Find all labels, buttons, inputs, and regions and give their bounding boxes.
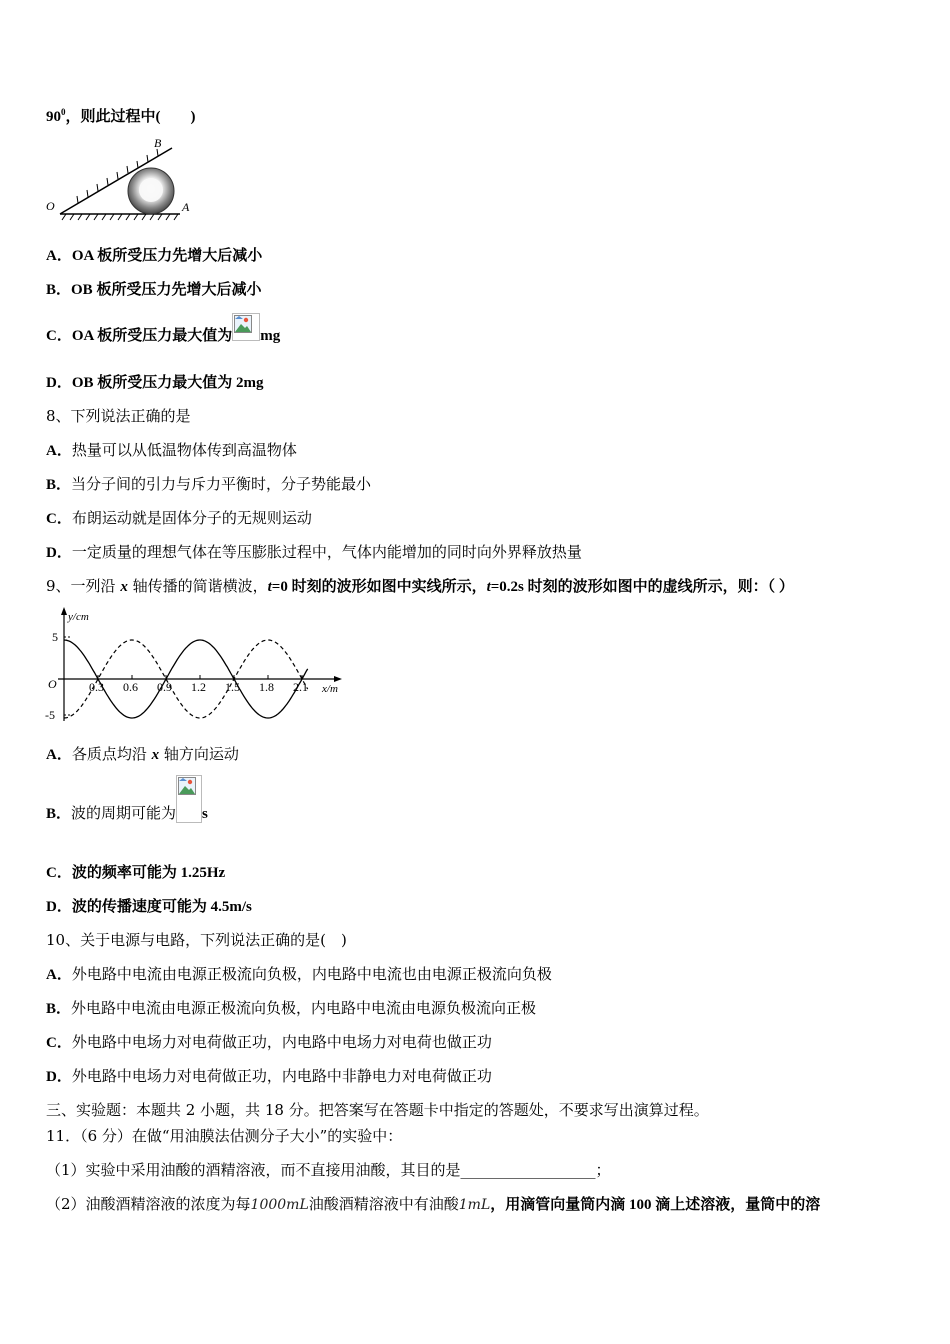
q9-option-b-formula-image (176, 775, 202, 823)
q8-option-c (46, 508, 312, 529)
q11-part1 (46, 1160, 611, 1180)
q10-option-c (46, 1032, 492, 1053)
q9-xtick-label: 2.1 (293, 680, 308, 694)
q9-xtick-label: 1.8 (259, 680, 274, 694)
q10-option-b-key: B． (46, 1001, 72, 1017)
q9-wave-graph (40, 606, 350, 726)
q10-option-a-text: 外电路中电流由电源正极流向负极，内电路中电流也由电源正极流向负极 (71, 965, 552, 983)
q9-option-b-suffix: s (202, 806, 208, 822)
q9-option-b-key: B． (46, 806, 72, 822)
q9-xtick-label: 1.5 (225, 680, 240, 694)
q9-option-a-text-b: 轴方向运动 (159, 745, 239, 763)
q10-option-b (46, 998, 536, 1019)
q8-option-a (46, 440, 297, 461)
q9-xtick-label: 0.9 (157, 680, 172, 694)
q8-option-b-key: B． (46, 477, 72, 493)
q9-origin: O (48, 677, 57, 691)
q7-ground-hatch (62, 214, 178, 220)
q9-option-a-text-a: 各质点均沿 (71, 745, 152, 763)
q10-option-d (46, 1066, 492, 1087)
q11-part2-b: 油酸酒精溶液中有油酸 (308, 1195, 459, 1213)
q8-option-b-text: 当分子间的引力与斥力平衡时，分子势能最小 (71, 475, 372, 493)
q9-xtick-label: 0.6 (123, 680, 138, 694)
q9-option-d-key: D． (46, 899, 72, 915)
q8-option-c-text: 布朗运动就是固体分子的无规则运动 (71, 509, 312, 527)
q10-option-d-key: D． (46, 1069, 72, 1085)
q9-y-axis-arrow (61, 607, 67, 615)
q10-option-c-text: 外电路中电场力对电荷做正功，内电路中电场力对电荷也做正功 (71, 1033, 492, 1051)
q7-option-c-formula-image (232, 313, 260, 341)
q10-stem: 10、关于电源与电路，下列说法正确的是( ) (46, 931, 347, 949)
q7-option-b (46, 279, 261, 300)
q9-option-c (46, 862, 225, 883)
q9-stem-a: 9、一列沿 (46, 577, 121, 595)
q9-xtick-label: 0.3 (89, 680, 104, 694)
q9-stem-x: x (120, 579, 128, 595)
q9-stem-t: t (267, 579, 272, 595)
q8-option-d-key: D． (46, 545, 72, 561)
broken-image-icon (178, 777, 196, 795)
q9-option-c-key: C． (46, 865, 72, 881)
q11-part2-math-1ml: 1mL (458, 1197, 491, 1213)
q7-stem-text: ，则此过程中( ) (65, 109, 196, 125)
q8-option-d-text: 一定质量的理想气体在等压膨胀过程中，气体内能增加的同时向外界释放热量 (71, 543, 582, 561)
q11-stem: 11．（6 分）在做“用油膜法估测分子大小”的实验中： (46, 1127, 403, 1145)
q8-option-c-key: C． (46, 511, 72, 527)
q7-option-d-text: OB 板所受压力最大值为 2mg (71, 375, 264, 391)
q8-option-b (46, 474, 371, 495)
q11-part2-a: （2）油酸酒精溶液的浓度为每 (46, 1195, 251, 1213)
q7-stem (46, 102, 196, 127)
q9-xlabel: x/m (322, 683, 338, 695)
q9-option-b (46, 803, 208, 824)
q8-option-a-key: A． (46, 443, 72, 459)
q11-part2-c: ，用滴管向量筒内滴 100 滴上述溶液，量筒中的溶 (490, 1197, 821, 1213)
q9-ytick-neg5: -5 (45, 708, 55, 722)
q7-label-o: O (46, 199, 55, 213)
broken-image-icon (234, 315, 252, 333)
q11-part1-text: （1）实验中采用油酸的酒精溶液，而不直接用油酸，其目的是 (46, 1161, 461, 1179)
q9-stem (46, 576, 794, 597)
q7-option-d-key: D． (46, 375, 72, 391)
q7-option-a-text: OA 板所受压力先增大后减小 (71, 248, 263, 264)
q9-x-axis-arrow (334, 676, 342, 682)
q9-option-b-text: 波的周期可能为 (71, 804, 177, 822)
q10-option-b-text: 外电路中电流由电源正极流向负极，内电路中电流由电源负极流向正极 (71, 999, 537, 1017)
q8-stem: 8、下列说法正确的是 (46, 407, 191, 425)
q9-option-a (46, 744, 239, 765)
q7-option-a (46, 245, 262, 266)
q10-option-a-key: A． (46, 967, 72, 983)
q7-option-c-key: C． (46, 328, 72, 344)
q9-stem-d: =0.2s 时刻的波形如图中的虚线所示，则：（ ） (490, 579, 794, 595)
q9-x-ticks (89, 675, 308, 694)
q9-stem-c: =0 时刻的波形如图中实线所示， (271, 579, 487, 595)
q8-option-a-text: 热量可以从低温物体传到高温物体 (71, 441, 297, 459)
q7-option-b-text: OB 板所受压力先增大后减小 (71, 282, 262, 298)
q9-option-a-x: x (151, 747, 160, 763)
q9-option-c-text: 波的频率可能为 1.25Hz (71, 865, 226, 881)
q9-xtick-label: 1.2 (191, 680, 206, 694)
q7-stem-angle: 90 (46, 109, 61, 125)
q7-stem-sup: 0 (61, 107, 66, 117)
q11-part2 (46, 1194, 820, 1215)
q7-label-a: A (182, 200, 190, 214)
q7-option-c-suffix: mg (260, 328, 281, 344)
q7-option-c (46, 325, 280, 346)
q10-option-d-text: 外电路中电场力对电荷做正功，内电路中非静电力对电荷做正功 (71, 1067, 492, 1085)
q7-option-d (46, 372, 264, 393)
q11-part1-end: ； (595, 1161, 611, 1179)
q7-option-a-key: A． (46, 248, 72, 264)
q9-option-d-text: 波的传播速度可能为 4.5m/s (71, 899, 252, 915)
q7-ball-highlight (139, 178, 163, 202)
q11-part1-blank: __________________ (460, 1161, 596, 1179)
q11-part2-math-1000ml: 1000mL (250, 1197, 309, 1213)
q10-option-a (46, 964, 552, 985)
section3-heading: 三、实验题：本题共 2 小题，共 18 分。把答案写在答题卡中指定的答题处，不要求写出演算过程。 (46, 1101, 709, 1119)
q9-option-a-key: A． (46, 747, 72, 763)
q7-label-b: B (154, 136, 162, 150)
q9-ylabel: y/cm (68, 611, 89, 623)
q7-figure (44, 134, 204, 226)
q7-option-b-key: B． (46, 282, 72, 298)
q9-option-d (46, 896, 252, 917)
q9-stem-t2: t (486, 579, 491, 595)
q7-option-c-text: OA 板所受压力最大值为 (71, 328, 233, 344)
q9-ytick-5: 5 (52, 630, 58, 644)
q10-option-c-key: C． (46, 1035, 72, 1051)
q9-stem-b: 轴传播的简谐横波， (127, 577, 268, 595)
q8-option-d (46, 542, 582, 563)
